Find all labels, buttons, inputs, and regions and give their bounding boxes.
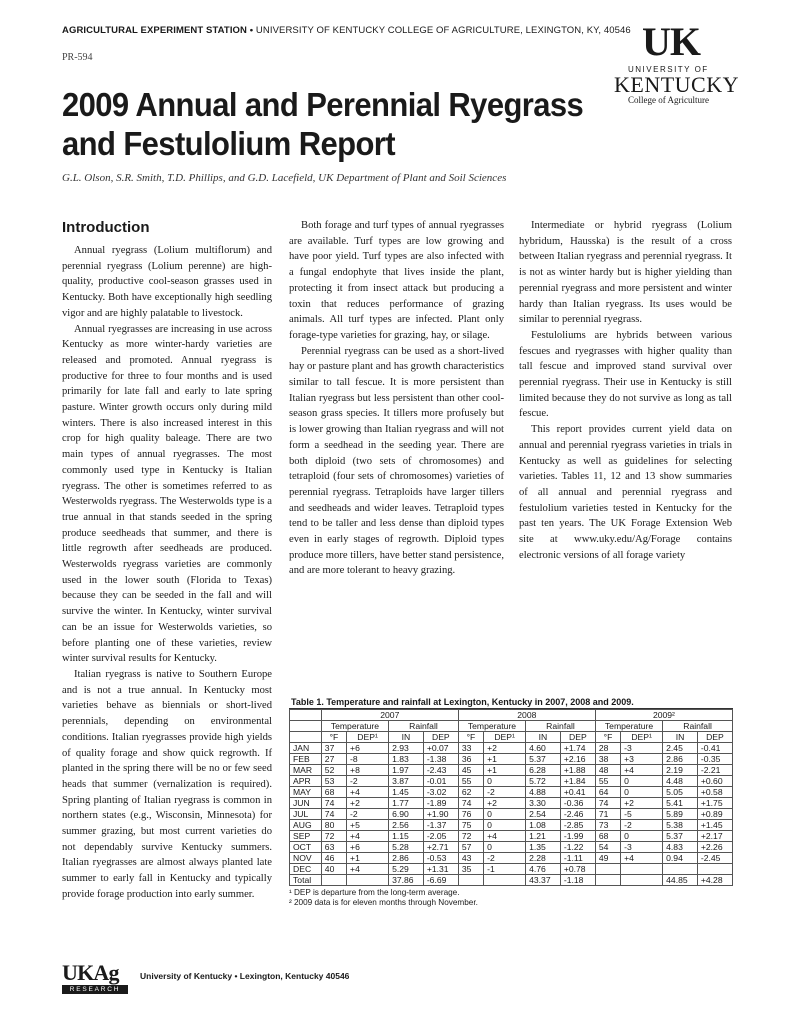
table-cell: -2.85 (560, 820, 595, 831)
unit-header: °F (458, 732, 483, 743)
table-cell: 63 (321, 842, 346, 853)
table-notes (289, 888, 733, 908)
table-row (290, 743, 733, 754)
table-cell: 38 (595, 754, 620, 765)
publication-number: PR-594 (62, 52, 93, 63)
table-cell: 73 (595, 820, 620, 831)
table-cell: +1.74 (560, 743, 595, 754)
uk-logo-college: College of Agriculture (628, 95, 709, 105)
table-caption: Table 1. Temperature and rainfall at Lexington, Kentucky in 2007, 2008 and 2009. (289, 696, 733, 709)
table-cell: 71 (595, 809, 620, 820)
table-cell: 5.28 (389, 842, 424, 853)
unit-header: DEP¹ (621, 732, 663, 743)
table-cell: -2 (621, 820, 663, 831)
table-cell: 64 (595, 787, 620, 798)
table-cell: 2.56 (389, 820, 424, 831)
table-cell: 74 (321, 798, 346, 809)
table-cell: -0.01 (423, 776, 458, 787)
table-cell: 45 (458, 765, 483, 776)
table-cell: 37.86 (389, 875, 424, 886)
table-cell: +0.89 (697, 809, 732, 820)
table-cell: 5.37 (526, 754, 561, 765)
table-cell: +4.28 (697, 875, 732, 886)
row-label-cell: SEP (290, 831, 322, 842)
uk-logo-mark: UK (642, 19, 700, 64)
table-row (290, 842, 733, 853)
table-row (290, 853, 733, 864)
table-cell: -1.99 (560, 831, 595, 842)
table-cell: +1.88 (560, 765, 595, 776)
table-cell: 27 (321, 754, 346, 765)
blank-cell (290, 710, 322, 721)
table-cell: +4 (621, 853, 663, 864)
year-header: 2009² (595, 710, 732, 721)
table-cell: 37 (321, 743, 346, 754)
table-cell: +2 (347, 798, 389, 809)
table-cell: -0.53 (423, 853, 458, 864)
table-cell: 3.87 (389, 776, 424, 787)
table-cell: 5.05 (663, 787, 698, 798)
table-body (290, 743, 733, 886)
table-cell: 5.37 (663, 831, 698, 842)
table-cell: -2.43 (423, 765, 458, 776)
table-cell: 68 (321, 787, 346, 798)
table-cell: 1.83 (389, 754, 424, 765)
table-cell (663, 864, 698, 875)
table-cell: 1.45 (389, 787, 424, 798)
station-label: AGRICULTURAL EXPERIMENT STATION • (62, 25, 254, 36)
table-cell: 74 (458, 798, 483, 809)
table-cell: 53 (321, 776, 346, 787)
unit-header-row (290, 732, 733, 743)
row-label-cell: Total (290, 875, 322, 886)
table-cell: 2.86 (389, 853, 424, 864)
paragraph: Perennial ryegrass can be used as a short-lived hay or pasture plant and has growth characteristics similar to tall fescue. It is more persistent than Italian ryegrass but less persistent than other cool-season grass species. It tillers more profusely but is lower growing than Italian ryegrass and will not form a seedhead in the seeding year. There are both diploid (two sets of chromosomes) and tetraploid (four sets of chromosomes) varieties of perennial ryegrass. Tetraploids have larger tillers and seedheads and wider leaves. Tetraploid types tend to be taller and less dense than diploid types even in early stages of regrowth. Diploid types produce more tillers, have better stand persistence, and are more tolerant to heavy grazing. (289, 345, 504, 577)
row-label-cell: MAY (290, 787, 322, 798)
table-cell: -0.41 (697, 743, 732, 754)
unit-header: DEP (697, 732, 732, 743)
table-cell: -1.38 (423, 754, 458, 765)
year-header: 2008 (458, 710, 595, 721)
group-header: Rainfall (663, 721, 733, 732)
table-cell: 2.86 (663, 754, 698, 765)
table-cell: 1.97 (389, 765, 424, 776)
table-cell: 44.85 (663, 875, 698, 886)
table-cell: +2.26 (697, 842, 732, 853)
table-cell: 57 (458, 842, 483, 853)
table-cell: +1.45 (697, 820, 732, 831)
paragraph: Annual ryegrass (Lolium multiflorum) and perennial ryegrass (Lolium perenne) are high-quality, productive cool-season grasses used in Kentucky. Both have exceptionally high seedling vigor and are highly palatable to livestock. (62, 245, 272, 319)
table-row (290, 820, 733, 831)
paragraph: Italian ryegrass is native to Southern Europe and is not a true annual. In Kentucky most varieties behave as biennials or short-lived perennials, depending on environmental conditions. Italian ryegrasses provide high yields of quality forage and show quick regrowth. If planted in the spring there will be no or few seed heads that summer (vernalization is required). Spring planting of Italian ryegrass is common in northern states (e.g., Wisconsin, Minnesota) for summer grazing, but most current varieties do not dependably survive Kentucky summers. Italian ryegrasses are almost always planted late summer to early fall in Kentucky and typically provide forage production into early summer. (62, 668, 272, 900)
group-header: Temperature (458, 721, 525, 732)
table-cell: 0 (621, 776, 663, 787)
row-label-cell: AUG (290, 820, 322, 831)
table-cell: 62 (458, 787, 483, 798)
table-cell: -2 (347, 809, 389, 820)
table-cell: 4.88 (526, 787, 561, 798)
table-cell (484, 875, 526, 886)
table-cell: 0 (621, 787, 663, 798)
unit-header: DEP (423, 732, 458, 743)
table-cell: 49 (595, 853, 620, 864)
table-cell: -2.21 (697, 765, 732, 776)
unit-header: IN (389, 732, 424, 743)
blank-cell (290, 732, 322, 743)
table-cell: +2.16 (560, 754, 595, 765)
uk-logo (608, 19, 739, 106)
table-cell: 0 (621, 831, 663, 842)
paragraph: Both forage and turf types of annual ryegrasses are available. Turf types are low growing and have poor yield. Turf types are also infected with a fungal endophyte that lives inside the plant, protecting it from insect attack but producing a toxin that reduces performance of grazing animals. All turf types are infected. Plant only forage-type varieties for grazing, hay, or silage. (289, 220, 504, 341)
table-cell: +2 (621, 798, 663, 809)
table-cell: 2.28 (526, 853, 561, 864)
group-header: Rainfall (526, 721, 596, 732)
table-cell: +1 (484, 754, 526, 765)
table-row (290, 798, 733, 809)
unit-header: DEP (560, 732, 595, 743)
table-cell: 0 (484, 776, 526, 787)
table-cell: 0 (484, 842, 526, 853)
affiliation-label: UNIVERSITY OF KENTUCKY COLLEGE OF AGRICULTURE, LEXINGTON, KY, 40546 (255, 25, 631, 36)
table-cell: +4 (484, 831, 526, 842)
table-cell: 6.28 (526, 765, 561, 776)
authors: G.L. Olson, S.R. Smith, T.D. Phillips, and G.D. Lacefield, UK Department of Plant and Soil Sciences (62, 172, 507, 184)
table-cell: 5.29 (389, 864, 424, 875)
group-header-row (290, 721, 733, 732)
table-cell: 43.37 (526, 875, 561, 886)
table-cell: 5.41 (663, 798, 698, 809)
table-cell (321, 875, 346, 886)
table-cell: 36 (458, 754, 483, 765)
weather-table (289, 709, 733, 886)
column-1 (62, 218, 272, 903)
header-bar (62, 25, 631, 36)
table-cell: 6.90 (389, 809, 424, 820)
table-cell: -2 (484, 787, 526, 798)
table-cell: 40 (321, 864, 346, 875)
table-cell: -1.37 (423, 820, 458, 831)
table-cell: 4.60 (526, 743, 561, 754)
uk-logo-university: UNIVERSITY OF (628, 65, 709, 74)
unit-header: IN (663, 732, 698, 743)
table-cell: +4 (347, 864, 389, 875)
table-cell: +5 (347, 820, 389, 831)
table-cell: -3.02 (423, 787, 458, 798)
table-cell: 75 (458, 820, 483, 831)
table-cell: 54 (595, 842, 620, 853)
row-label-cell: JUN (290, 798, 322, 809)
table-cell (621, 864, 663, 875)
table-cell: 68 (595, 831, 620, 842)
table-cell: +1.90 (423, 809, 458, 820)
table-cell: -2 (347, 776, 389, 787)
table-cell: +1 (484, 765, 526, 776)
table-cell: 74 (595, 798, 620, 809)
table-cell: 80 (321, 820, 346, 831)
table-cell: -6.69 (423, 875, 458, 886)
row-label-cell: JUL (290, 809, 322, 820)
unit-header: DEP¹ (347, 732, 389, 743)
row-label-cell: APR (290, 776, 322, 787)
row-label-cell: NOV (290, 853, 322, 864)
table-cell: +6 (347, 842, 389, 853)
table-cell: 76 (458, 809, 483, 820)
table-cell: +1.31 (423, 864, 458, 875)
table-cell: +4 (621, 765, 663, 776)
table-cell: 2.45 (663, 743, 698, 754)
table-cell: +4 (347, 787, 389, 798)
table-cell: +0.41 (560, 787, 595, 798)
table-row (290, 787, 733, 798)
unit-header: °F (595, 732, 620, 743)
table-cell: -5 (621, 809, 663, 820)
blank-cell (290, 721, 322, 732)
intro-heading: Introduction (62, 219, 150, 236)
table-cell: -2 (484, 853, 526, 864)
unit-header: DEP¹ (484, 732, 526, 743)
table-cell: -1 (484, 864, 526, 875)
table-cell: 55 (595, 776, 620, 787)
table-cell: 5.89 (663, 809, 698, 820)
table-cell: 0 (484, 820, 526, 831)
table-cell (458, 875, 483, 886)
table-cell: 2.19 (663, 765, 698, 776)
table-cell: 1.08 (526, 820, 561, 831)
table-cell: 0 (484, 809, 526, 820)
year-header-row (290, 710, 733, 721)
table-cell: 48 (595, 765, 620, 776)
paragraph: Intermediate or hybrid ryegrass (Lolium hybridum, Hausska) is the result of a cross between Italian ryegrass and perennial ryegrass. It is not as winter hardy but is higher yielding than perennial ryegrass and more persistent and winter hardy than Italian ryegrass. Its uses would be similar to perennial ryegrass. (519, 220, 732, 326)
weather-table-container (289, 696, 733, 908)
table-cell (697, 864, 732, 875)
table-cell: 74 (321, 809, 346, 820)
table-row (290, 765, 733, 776)
group-header: Temperature (595, 721, 662, 732)
group-header: Temperature (321, 721, 388, 732)
table-cell: +1.84 (560, 776, 595, 787)
table-cell: +2.71 (423, 842, 458, 853)
table-row (290, 864, 733, 875)
table-cell: -0.35 (697, 754, 732, 765)
uk-logo-kentucky: KENTUCKY (614, 72, 739, 97)
table-cell (595, 864, 620, 875)
paragraph: This report provides current yield data on annual and perennial ryegrass varieties in trials in Kentucky as well as guidelines for selecting varieties. Tables 11, 12 and 13 show summaries of all annual and perennial ryegrass and festulolium varieties tested in Kentucky for the past ten years. The UK Forage Extension Web site at www.uky.edu/Ag/Forage contains electronic versions of all forage variety (519, 424, 732, 561)
group-header: Rainfall (389, 721, 459, 732)
table-cell: 52 (321, 765, 346, 776)
row-label-cell: MAR (290, 765, 322, 776)
table-cell: +0.07 (423, 743, 458, 754)
table-cell: 1.77 (389, 798, 424, 809)
table-cell: 35 (458, 864, 483, 875)
table-cell: -0.36 (560, 798, 595, 809)
table-cell: 28 (595, 743, 620, 754)
year-header: 2007 (321, 710, 458, 721)
footer (62, 961, 382, 997)
row-label-cell: OCT (290, 842, 322, 853)
table-cell: 55 (458, 776, 483, 787)
table-note-2: ² 2009 data is for eleven months through November. (289, 898, 478, 907)
table-cell: 1.21 (526, 831, 561, 842)
paragraph: Annual ryegrasses are increasing in use across Kentucky as more winter-hardy varieties are released and promoted. Annual ryegrass is productive for three to four months and is used primarily for late fall and early to late spring pasture. Winter growth occurs only during mild winters. There is also increased interest in this crop for high quality baleage. There are two main types of annual ryegrasses. The most commonly used type in Kentucky is Italian ryegrass. The other is sometimes referred to as Westerwolds ryegrass. The Westerwolds type is a true annual in that stands seeded in the spring produce seedheads that summer, and there is little regrowth after seedheads are produced. Westerwolds ryegrass varieties are commonly used in the lower south (Florida to Texas) because they can be seeded in the fall and will survive the winter. In Kentucky, winter survival can be an issue for Westerwolds varieties, so before planting one of these varieties, review winter survival results for Kentucky. (62, 323, 272, 665)
table-cell: 2.54 (526, 809, 561, 820)
table-cell (595, 875, 620, 886)
table-row (290, 875, 733, 886)
table-row (290, 776, 733, 787)
table-cell: -1.89 (423, 798, 458, 809)
table-cell: 46 (321, 853, 346, 864)
table-cell: -1.18 (560, 875, 595, 886)
table-cell: +0.60 (697, 776, 732, 787)
table-cell: 5.38 (663, 820, 698, 831)
table-cell: 1.15 (389, 831, 424, 842)
table-note-1: ¹ DEP is departure from the long-term average. (289, 888, 460, 897)
table-cell: +2 (484, 743, 526, 754)
table-cell: -2.45 (697, 853, 732, 864)
table-cell (347, 875, 389, 886)
table-cell: 3.30 (526, 798, 561, 809)
table-cell: -1.22 (560, 842, 595, 853)
table-cell: 4.83 (663, 842, 698, 853)
table-cell: +2.17 (697, 831, 732, 842)
table-cell: +3 (621, 754, 663, 765)
table-cell: 1.35 (526, 842, 561, 853)
row-label-cell: DEC (290, 864, 322, 875)
table-cell: 72 (458, 831, 483, 842)
table-cell: +1.75 (697, 798, 732, 809)
table-cell: 2.93 (389, 743, 424, 754)
unit-header: IN (526, 732, 561, 743)
unit-header: °F (321, 732, 346, 743)
table-cell: 72 (321, 831, 346, 842)
table-cell: 5.72 (526, 776, 561, 787)
page-title: 2009 Annual and Perennial Ryegrass and Festulolium Report (62, 86, 584, 163)
table-cell: 33 (458, 743, 483, 754)
paragraph: Festuloliums are hybrids between various fescues and ryegrasses with higher quality than tall fescue and improved stand survival over perennial ryegrass. Their use in Kentucky is still limited because they do not survive as long as tall fescue. (519, 329, 732, 420)
table-row (290, 754, 733, 765)
table-cell: -1.11 (560, 853, 595, 864)
table-cell: 0.94 (663, 853, 698, 864)
table-cell: -3 (621, 842, 663, 853)
table-cell: 43 (458, 853, 483, 864)
table-cell: -3 (621, 743, 663, 754)
table-cell: -2.46 (560, 809, 595, 820)
table-cell: +1 (347, 853, 389, 864)
table-cell (621, 875, 663, 886)
research-label: RESEARCH (62, 985, 128, 994)
table-cell: 4.76 (526, 864, 561, 875)
table-cell: +0.78 (560, 864, 595, 875)
table-cell: +8 (347, 765, 389, 776)
table-cell: -8 (347, 754, 389, 765)
column-2 (289, 218, 504, 579)
row-label-cell: FEB (290, 754, 322, 765)
footer-address: University of Kentucky • Lexington, Kentucky 40546 (140, 971, 350, 981)
table-row (290, 809, 733, 820)
column-3 (519, 218, 732, 563)
table-cell: +2 (484, 798, 526, 809)
table-cell: +0.58 (697, 787, 732, 798)
ukag-logo: UKAg (62, 960, 119, 985)
table-row (290, 831, 733, 842)
row-label-cell: JAN (290, 743, 322, 754)
table-cell: -2.05 (423, 831, 458, 842)
table-cell: +4 (347, 831, 389, 842)
table-cell: 4.48 (663, 776, 698, 787)
table-cell: +6 (347, 743, 389, 754)
